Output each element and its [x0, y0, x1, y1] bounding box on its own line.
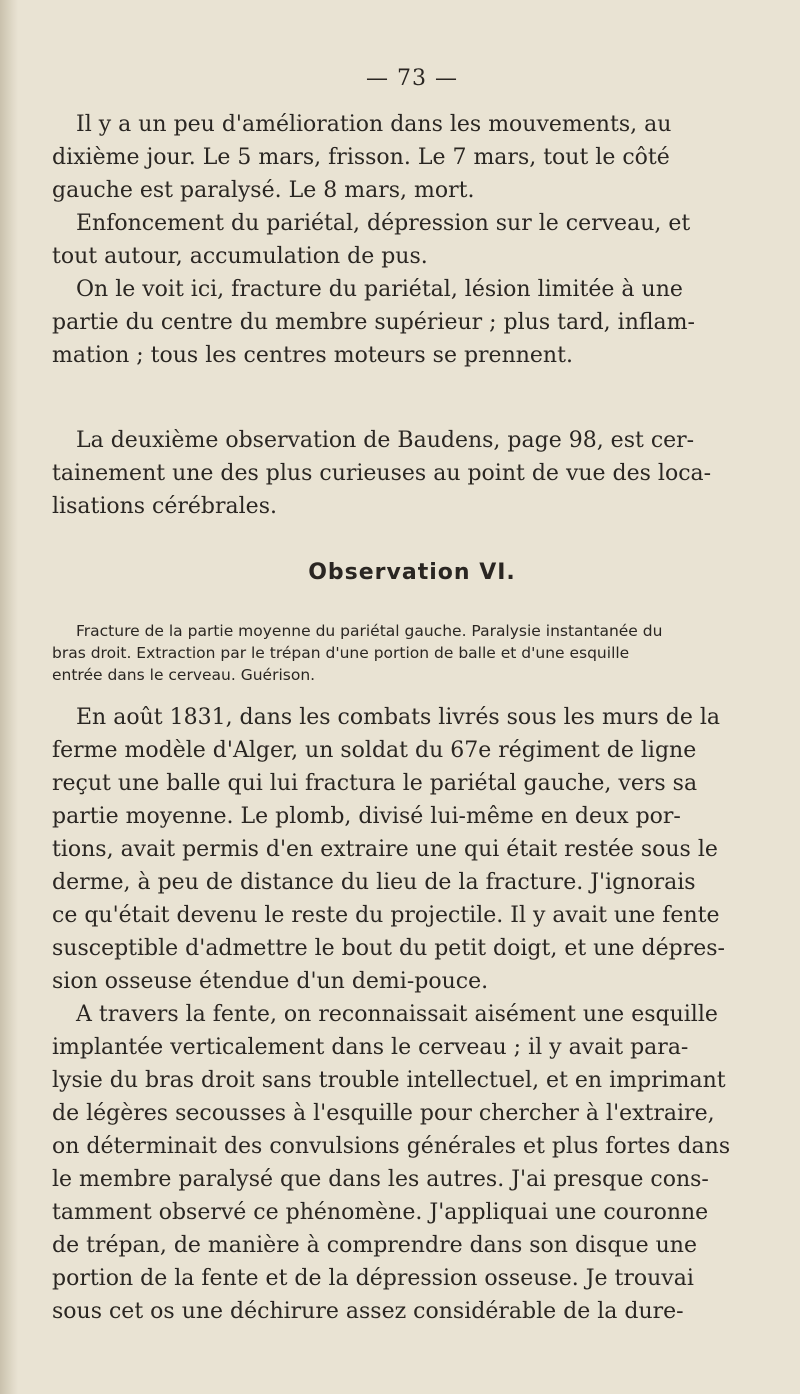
text-line: de trépan, de manière à comprendre dans son disque une [52, 1233, 697, 1258]
paragraph-5 [52, 701, 772, 998]
paragraph-1 [52, 108, 772, 207]
text-line: implantée verticalement dans le cerveau ; il y avait para- [52, 1035, 689, 1060]
text-line: partie du centre du membre supérieur ; plus tard, inflam- [52, 310, 695, 335]
text-line: reçut une balle qui lui fractura le pariétal gauche, vers sa [52, 771, 698, 796]
text-line: dixième jour. Le 5 mars, frisson. Le 7 mars, tout le côté [52, 145, 670, 170]
text-line: lysie du bras droit sans trouble intellectuel, et en imprimant [52, 1068, 726, 1093]
page-number: — 73 — [366, 66, 458, 91]
text-line: La deuxième observation de Baudens, page 98, est cer- [76, 428, 695, 453]
text-line: partie moyenne. Le plomb, divisé lui-même en deux por- [52, 804, 681, 829]
text-line: En août 1831, dans les combats livrés sous les murs de la [76, 705, 721, 730]
paragraph-3 [52, 273, 772, 372]
text-line: derme, à peu de distance du lieu de la fracture. J'ignorais [52, 870, 696, 895]
text-line: lisations cérébrales. [52, 494, 277, 519]
paragraph-2 [52, 207, 772, 273]
paragraph-6 [52, 998, 772, 1328]
text-line: A travers la fente, on reconnaissait aisément une esquille [76, 1002, 718, 1027]
summary-line: bras droit. Extraction par le trépan d'une portion de balle et d'une esquille [52, 644, 630, 662]
observation-summary [52, 620, 772, 686]
paragraph-4 [52, 424, 772, 523]
text-line: gauche est paralysé. Le 8 mars, mort. [52, 178, 475, 203]
text-line: on déterminait des convulsions générales et plus fortes dans [52, 1134, 731, 1159]
text-line: ce qu'était devenu le reste du projectile. Il y avait une fente [52, 903, 720, 928]
summary-line: entrée dans le cerveau. Guérison. [52, 666, 316, 684]
text-line: tions, avait permis d'en extraire une qui était restée sous le [52, 837, 718, 862]
observation-heading: Observation VI. [308, 560, 516, 585]
text-line: On le voit ici, fracture du pariétal, lésion limitée à une [76, 277, 683, 302]
text-line: tainement une des plus curieuses au point de vue des loca- [52, 461, 712, 486]
text-line: tout autour, accumulation de pus. [52, 244, 428, 269]
text-line: le membre paralysé que dans les autres. J'ai presque cons- [52, 1167, 709, 1192]
text-line: susceptible d'admettre le bout du petit doigt, et une dépres- [52, 936, 725, 961]
book-binding-shadow [0, 0, 18, 1394]
text-line: Enfoncement du pariétal, dépression sur le cerveau, et [76, 211, 691, 236]
summary-line: Fracture de la partie moyenne du pariétal gauche. Paralysie instantanée du [76, 622, 663, 640]
text-line: sion osseuse étendue d'un demi-pouce. [52, 969, 489, 994]
text-line: tamment observé ce phénomène. J'appliquai une couronne [52, 1200, 709, 1225]
text-line: Il y a un peu d'amélioration dans les mouvements, au [76, 112, 672, 137]
text-line: ferme modèle d'Alger, un soldat du 67e régiment de ligne [52, 738, 697, 763]
text-line: portion de la fente et de la dépression osseuse. Je trouvai [52, 1266, 694, 1291]
text-line: de légères secousses à l'esquille pour chercher à l'extraire, [52, 1101, 715, 1126]
book-page [52, 0, 772, 1394]
text-line: sous cet os une déchirure assez considérable de la dure- [52, 1299, 684, 1324]
text-line: mation ; tous les centres moteurs se prennent. [52, 343, 573, 368]
